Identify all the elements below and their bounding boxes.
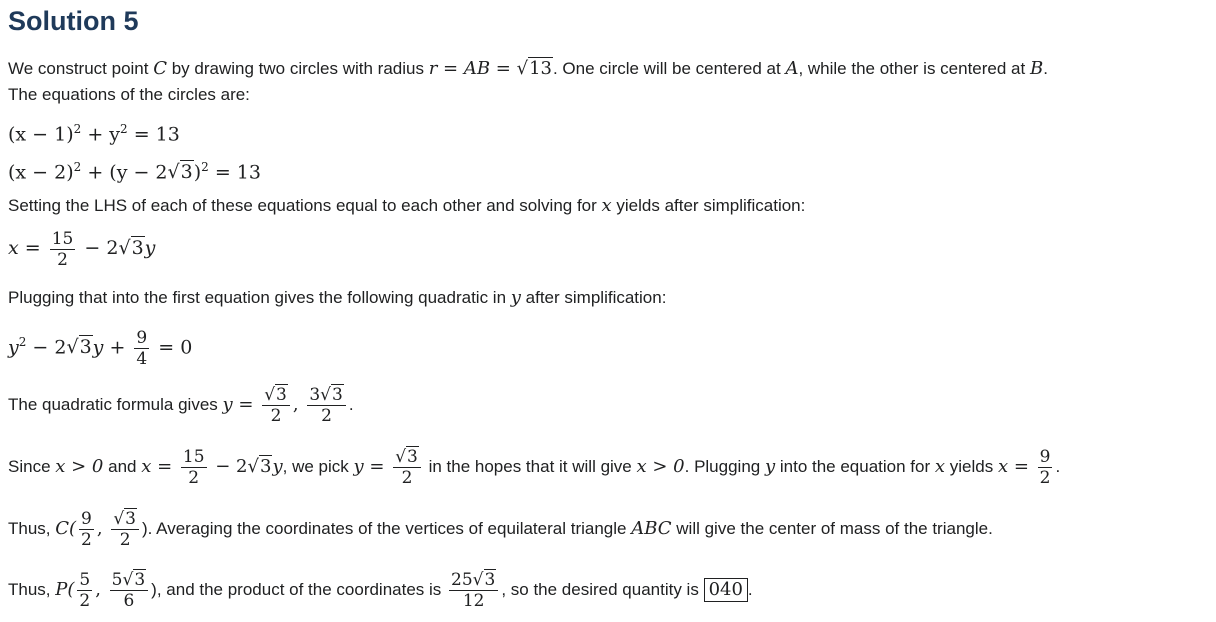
eq-part: y +	[92, 336, 132, 359]
text: will give the center of mass of the triangle.	[671, 519, 993, 538]
math-x: x	[601, 195, 612, 216]
numerator: 15	[51, 228, 74, 249]
fraction-5root3-6	[110, 570, 149, 611]
paragraph-since	[8, 440, 1060, 494]
radicand: 3	[134, 570, 146, 591]
eq-part: + (y − 2	[81, 161, 168, 184]
paragraph-setting-lhs	[8, 195, 805, 217]
eq-part: = 0	[152, 336, 193, 359]
text: .	[348, 395, 354, 414]
math-point-a: A	[785, 58, 799, 79]
denominator: 4	[136, 348, 148, 369]
eq-part: y	[144, 237, 156, 259]
eq-part: (x − 1)	[8, 123, 74, 146]
denominator: 2	[57, 249, 68, 270]
eq-part: x =	[8, 237, 47, 259]
numerator: √3	[111, 509, 139, 530]
math: x > 0	[636, 456, 685, 477]
eq-part: = 13	[127, 123, 180, 146]
paragraph-point-p	[8, 563, 753, 617]
sqrt-3: √3	[118, 237, 144, 259]
denominator: 2	[321, 406, 332, 427]
text: Setting the LHS of each of these equations equal to each other and solving for	[8, 196, 602, 215]
radicand: 3	[79, 336, 92, 359]
text: yields	[945, 457, 998, 476]
denominator: 2	[1039, 468, 1051, 489]
denominator: 12	[462, 591, 485, 612]
numerator: 9	[81, 509, 92, 530]
math-y-eq: y =	[222, 394, 260, 415]
radicand: 3	[125, 509, 136, 530]
radicand: 3	[332, 385, 343, 406]
text: Since	[8, 457, 56, 476]
denominator: 2	[401, 468, 413, 489]
sqrt-13: √13	[516, 58, 552, 79]
radicand: 3	[484, 570, 496, 591]
math: x =	[141, 456, 178, 477]
radicand: 3	[276, 385, 287, 406]
equation-circle-2	[8, 156, 261, 183]
fraction-5-2	[77, 570, 92, 611]
text: . One circle will be centered at	[552, 59, 786, 78]
comma: ,	[96, 518, 109, 539]
text: by drawing two circles with radius	[166, 59, 429, 78]
page-title: Solution 5	[8, 6, 139, 36]
text: , we pick	[282, 457, 354, 476]
denominator: 2	[79, 591, 91, 612]
sqrt-3: √3	[167, 161, 193, 184]
numerator: 5√3	[110, 570, 149, 591]
text: ). Averaging the coordinates of the vertices of equilateral triangle	[142, 519, 632, 538]
denominator: 6	[123, 591, 135, 612]
radicand: 3	[260, 456, 272, 477]
text: , so the desired quantity is	[501, 580, 704, 599]
math: y =	[353, 456, 391, 477]
paragraph-construction	[8, 58, 1048, 80]
numerator: 15	[182, 447, 205, 468]
math: C(	[55, 518, 77, 539]
exponent: 2	[18, 335, 27, 349]
coefficient: 5	[111, 570, 123, 591]
eq-part: − 2	[26, 336, 67, 359]
coefficient: 3	[309, 385, 321, 406]
fraction-15-2	[50, 229, 76, 270]
equation-quadratic	[8, 318, 192, 371]
math-point-c: C	[153, 58, 167, 79]
fraction-9-2	[79, 509, 94, 550]
radicand: 3	[131, 237, 144, 259]
fraction-9-4	[134, 328, 149, 369]
comma: ,	[292, 394, 305, 415]
exponent: 2	[201, 160, 209, 174]
math: y	[272, 456, 283, 477]
paragraph-equations-intro: The equations of the circles are:	[8, 85, 250, 104]
fraction-15-2	[181, 447, 207, 488]
math-y: y	[510, 287, 521, 308]
numerator: 5	[79, 570, 91, 591]
fraction-root3-2	[262, 385, 290, 426]
text: , while the other is centered at	[798, 59, 1030, 78]
eq-part: + y	[81, 123, 121, 146]
paragraph-quadratic-formula	[8, 378, 354, 432]
denominator: 2	[188, 468, 200, 489]
fraction-root3-2	[111, 509, 139, 550]
equation-circle-1	[8, 118, 180, 145]
numerator: 3√3	[307, 385, 346, 406]
math-radius: r = AB =	[428, 58, 517, 79]
text: The quadratic formula gives	[8, 395, 223, 414]
math: − 2	[209, 456, 248, 477]
eq-part: = 13	[208, 161, 261, 184]
text: and	[103, 457, 142, 476]
denominator: 2	[119, 530, 131, 551]
text: after simplification:	[520, 288, 667, 307]
eq-part: (x − 2)	[8, 161, 74, 184]
text: .	[1043, 59, 1048, 78]
fraction-25root3-12	[449, 570, 498, 611]
fraction-3root3-2	[307, 385, 346, 426]
exponent: 2	[120, 122, 128, 136]
text: Thus,	[8, 519, 56, 538]
text: .	[1055, 457, 1061, 476]
text: We construct point	[8, 59, 154, 78]
math-triangle: ABC	[631, 518, 672, 539]
math: x =	[997, 456, 1035, 477]
text: ), and the product of the coordinates is	[151, 580, 447, 599]
eq-part: )	[193, 161, 202, 184]
numerator: √3	[262, 385, 290, 406]
numerator: 9	[1039, 447, 1051, 468]
numerator: √3	[393, 447, 421, 468]
sqrt-3: √3	[247, 456, 272, 477]
paragraph-point-c	[8, 502, 993, 556]
radicand: 13	[529, 58, 552, 79]
numerator: 25√3	[449, 570, 498, 591]
eq-part: − 2	[78, 237, 119, 259]
math: P(	[55, 579, 75, 600]
sqrt-3: √3	[66, 336, 92, 359]
text: in the hopes that it will give	[423, 457, 637, 476]
exponent: 2	[73, 122, 82, 136]
text: .	[747, 580, 753, 599]
equation-x	[8, 226, 155, 270]
math-point-b: B	[1029, 58, 1044, 79]
radicand: 3	[407, 447, 418, 468]
eq-part: y	[8, 336, 19, 359]
text: Thus,	[8, 580, 56, 599]
math: x > 0	[55, 456, 104, 477]
fraction-root3-2	[393, 447, 421, 488]
text: Plugging that into the first equation gives the following quadratic in	[8, 288, 511, 307]
denominator: 2	[81, 530, 92, 551]
text: into the equation for	[775, 457, 935, 476]
text: yields after simplification:	[611, 196, 806, 215]
denominator: 2	[270, 406, 282, 427]
answer-box: 040	[704, 578, 748, 602]
radicand: 3	[180, 161, 193, 184]
comma: ,	[95, 579, 107, 600]
math: x	[934, 456, 946, 477]
paragraph-plugging	[8, 287, 666, 309]
math: y	[764, 456, 776, 477]
text: . Plugging	[684, 457, 765, 476]
exponent: 2	[73, 160, 82, 174]
numerator: 9	[136, 327, 148, 348]
coefficient: 25	[451, 570, 473, 591]
fraction-9-2	[1038, 447, 1053, 488]
